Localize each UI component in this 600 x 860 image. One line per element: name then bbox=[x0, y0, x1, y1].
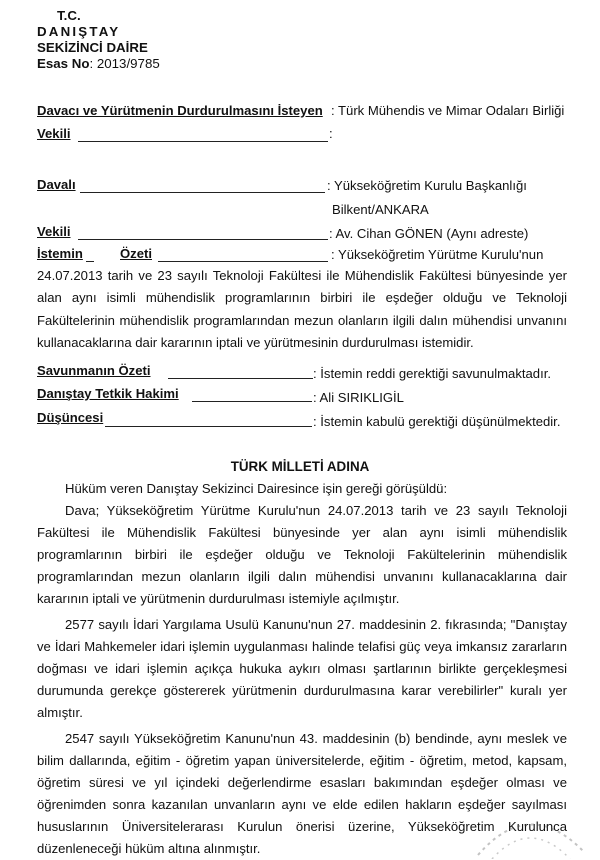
judge-line bbox=[192, 401, 312, 402]
defendant-counsel-label: Vekili bbox=[37, 224, 71, 239]
decision-body bbox=[37, 478, 567, 860]
defendant-counsel-line bbox=[78, 239, 328, 240]
intro-paragraph: Hüküm veren Danıştay Sekizinci Dairesince işin gereği görüşüldü: bbox=[65, 481, 448, 496]
opinion-value: : İstemin kabulü gerektiği düşünülmektedir. bbox=[313, 414, 561, 429]
defendant-line bbox=[80, 192, 325, 193]
defense-label: Savunmanın Özeti bbox=[37, 363, 151, 378]
defense-line bbox=[168, 378, 313, 379]
document-header bbox=[37, 8, 160, 72]
defendant-address: Bilkent/ANKARA bbox=[332, 202, 429, 217]
seal-stamp bbox=[470, 805, 590, 859]
opinion-label: Düşüncesi bbox=[37, 410, 104, 425]
defendant-counsel-value: : Av. Cihan GÖNEN (Aynı adreste) bbox=[329, 226, 529, 241]
judge-label: Danıştay Tetkik Hakimi bbox=[37, 386, 179, 401]
plaintiff-counsel-value: : bbox=[329, 126, 333, 141]
claim-summary-label-2: Özeti bbox=[120, 246, 153, 261]
case-number bbox=[37, 56, 160, 72]
plaintiff-counsel-label: Vekili bbox=[37, 126, 71, 141]
opinion-line bbox=[105, 426, 312, 427]
defendant-value: : Yükseköğretim Kurulu Başkanlığı bbox=[327, 178, 527, 193]
paragraph-3: 2547 sayılı Yükseköğretim Kanunu'nun 43. maddesinin (b) bendinde, aynı meslek ve bilim dallarında, eğitim - öğretim yapan üniversitelerde, eğitim - öğretim, metod, kapsam, öğretim süresi ve yıl içindeki değerlendirme esasları bakımından eşdeğer olması ve öğrenimden sonra kazanılan unvanların aynı ve elde edilen hakların eşdeğer sayılması hususlarının Üniversitelerarası Kurulun önerisi üzerine, Yükseköğretim Kurulunca düzenleneceği hüküm altına alınmıştır. bbox=[37, 731, 567, 856]
chamber-name: SEKİZİNCİ DAİRE bbox=[37, 40, 148, 55]
claim-summary-line bbox=[158, 261, 328, 262]
claim-summary-first: : Yükseköğretim Yürütme Kurulu'nun bbox=[331, 247, 544, 262]
paragraph-1: Dava; Yükseköğretim Yürütme Kurulu'nun 24.07.2013 tarih ve 23 sayılı Teknoloji Fakültesi ile Mühendislik Fakültesi bünyesinde yer alan aynı isimli mühendislik programlarının birbiri ile eşdeğer olduğu ve Teknoloji Fakültelerinin mühendislik programlarından mezun olanların ilgili dalın mühendisi unvanını kullanacaklarına dair kararının iptali ve yürütmenin durdurulması istemiyle açılmıştır. bbox=[37, 503, 567, 606]
decision-title: TÜRK MİLLETİ ADINA bbox=[230, 459, 370, 474]
claim-summary-text: 24.07.2013 tarih ve 23 sayılı Teknoloji Fakültesi ile Mühendislik Fakültesi bünyesinde yer alan aynı isimli mühendislik programlarının birbiri ile eşdeğer olduğu ve Teknoloji Fakültelerinin mühendislik programlarından mezun olanların ilgili dalın mühendisi unvanını kullanacaklarına dair kararının iptali ve yürütmesinin durdurulması istemidir. bbox=[37, 268, 567, 350]
court-name: DANIŞTAY bbox=[37, 24, 121, 39]
paragraph-2: 2577 sayılı İdari Yargılama Usulü Kanunu'nun 27. maddesinin 2. fıkrasında; "Danıştay ve İdari Mahkemeler idari işlemin uygulanması halinde telafisi güç veya imkansız zararların doğması ve idari işlemin açıkça hukuka aykırı olması şartlarının birlikte gerçekleşmesi durumunda gerekçe göstererek yürütmenin durdurulmasına karar verebilirler" kuralı yer almıştır. bbox=[37, 617, 567, 720]
claim-summary-label: İstemin bbox=[37, 246, 83, 261]
plaintiff-counsel-line bbox=[78, 141, 328, 142]
claim-summary-dash bbox=[86, 261, 94, 262]
plaintiff-value: : Türk Mühendis ve Mimar Odaları Birliği bbox=[331, 103, 565, 118]
judge-value: : Ali SIRIKLIGİL bbox=[313, 390, 404, 405]
case-label: Esas No bbox=[37, 56, 90, 71]
plaintiff-label: Davacı ve Yürütmenin Durdurulmasını İsteyen bbox=[37, 103, 323, 118]
defendant-label: Davalı bbox=[37, 177, 76, 192]
tc-label: T.C. bbox=[57, 8, 81, 23]
defense-value: : İstemin reddi gerektiği savunulmaktadır. bbox=[313, 366, 551, 381]
case-number-value: : 2013/9785 bbox=[89, 56, 160, 71]
